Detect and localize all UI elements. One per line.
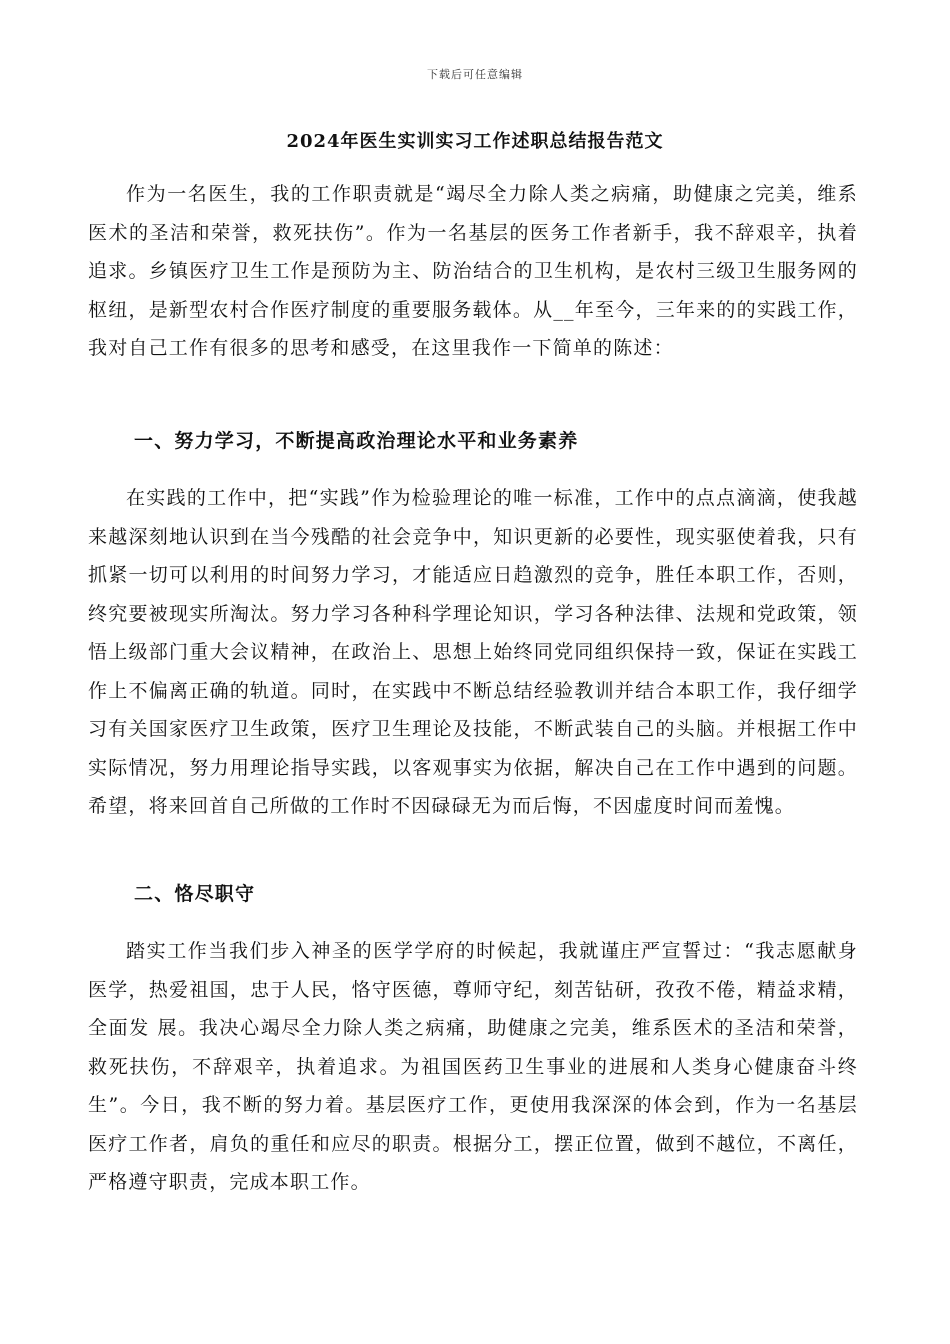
section-heading-2: 二、恪尽职守 [134,883,256,905]
intro-paragraph: 作为一名医生，我的工作职责就是“竭尽全力除人类之病痛，助健康之完美，维系医术的圣洁和荣誉，救死扶伤”。作为一名基层的医务工作者新手，我不辞艰辛，执着追求。乡镇医疗卫生工作是预防为主、防治结合的卫生机构，是农村三级卫生服务网的枢纽，是新型农村合作医疗制度的重要服务载体。从__年至今，三年来的的实践工作，我对自己工作有很多的思考和感受，在这里我作一下简单的陈述： [88,183,858,359]
download-note: 下载后可任意编辑 [427,68,523,81]
section-body-1: 在实践的工作中，把“实践”作为检验理论的唯一标准，工作中的点点滴滴，使我越来越深刻地认识到在当今残酷的社会竞争中，知识更新的必要性，现实驱使着我，只有抓紧一切可以利用的时间努力学习，才能适应日趋激烈的竞争，胜任本职工作，否则，终究要被现实所淘汰。努力学习各种科学理论知识，学习各种法律、法规和党政策，领悟上级部门重大会议精神，在政治上、思想上始终同党同组织保持一致，保证在实践工作上不偏离正确的轨道。同时，在实践中不断总结经验教训并结合本职工作，我仔细学习有关国家医疗卫生政策，医疗卫生理论及技能，不断武装自己的头脑。并根据工作中实际情况，努力用理论指导实践，以客观事实为依据，解决自己在工作中遇到的问题。希望，将来回首自己所做的工作时不因碌碌无为而后悔，不因虚度时间而羞愧。 [88,487,858,817]
document-title: 2024年医生实训实习工作述职总结报告范文 [286,131,664,152]
section-heading-1: 一、努力学习，不断提高政治理论水平和业务素养 [134,430,579,452]
section-body-2: 踏实工作当我们步入神圣的医学学府的时候起，我就谨庄严宣誓过：“我志愿献身医学，热爱祖国，忠于人民，恪守医德，尊师守纪，刻苦钻研，孜孜不倦，精益求精，全面发 展。我决心竭尽全力除人类之病痛，助健康之完美，维系医术的圣洁和荣誉，救死扶伤，不辞艰辛，执着追求。为祖国医药卫生事业的进展和人类身心健康奋斗终生”。今日，我不断的努力着。基层医疗工作，更使用我深深的体会到，作为一名基层医疗工作者，肩负的重任和应尽的职责。根据分工，摆正位置，做到不越位，不离任，严格遵守职责，完成本职工作。 [88,940,858,1193]
